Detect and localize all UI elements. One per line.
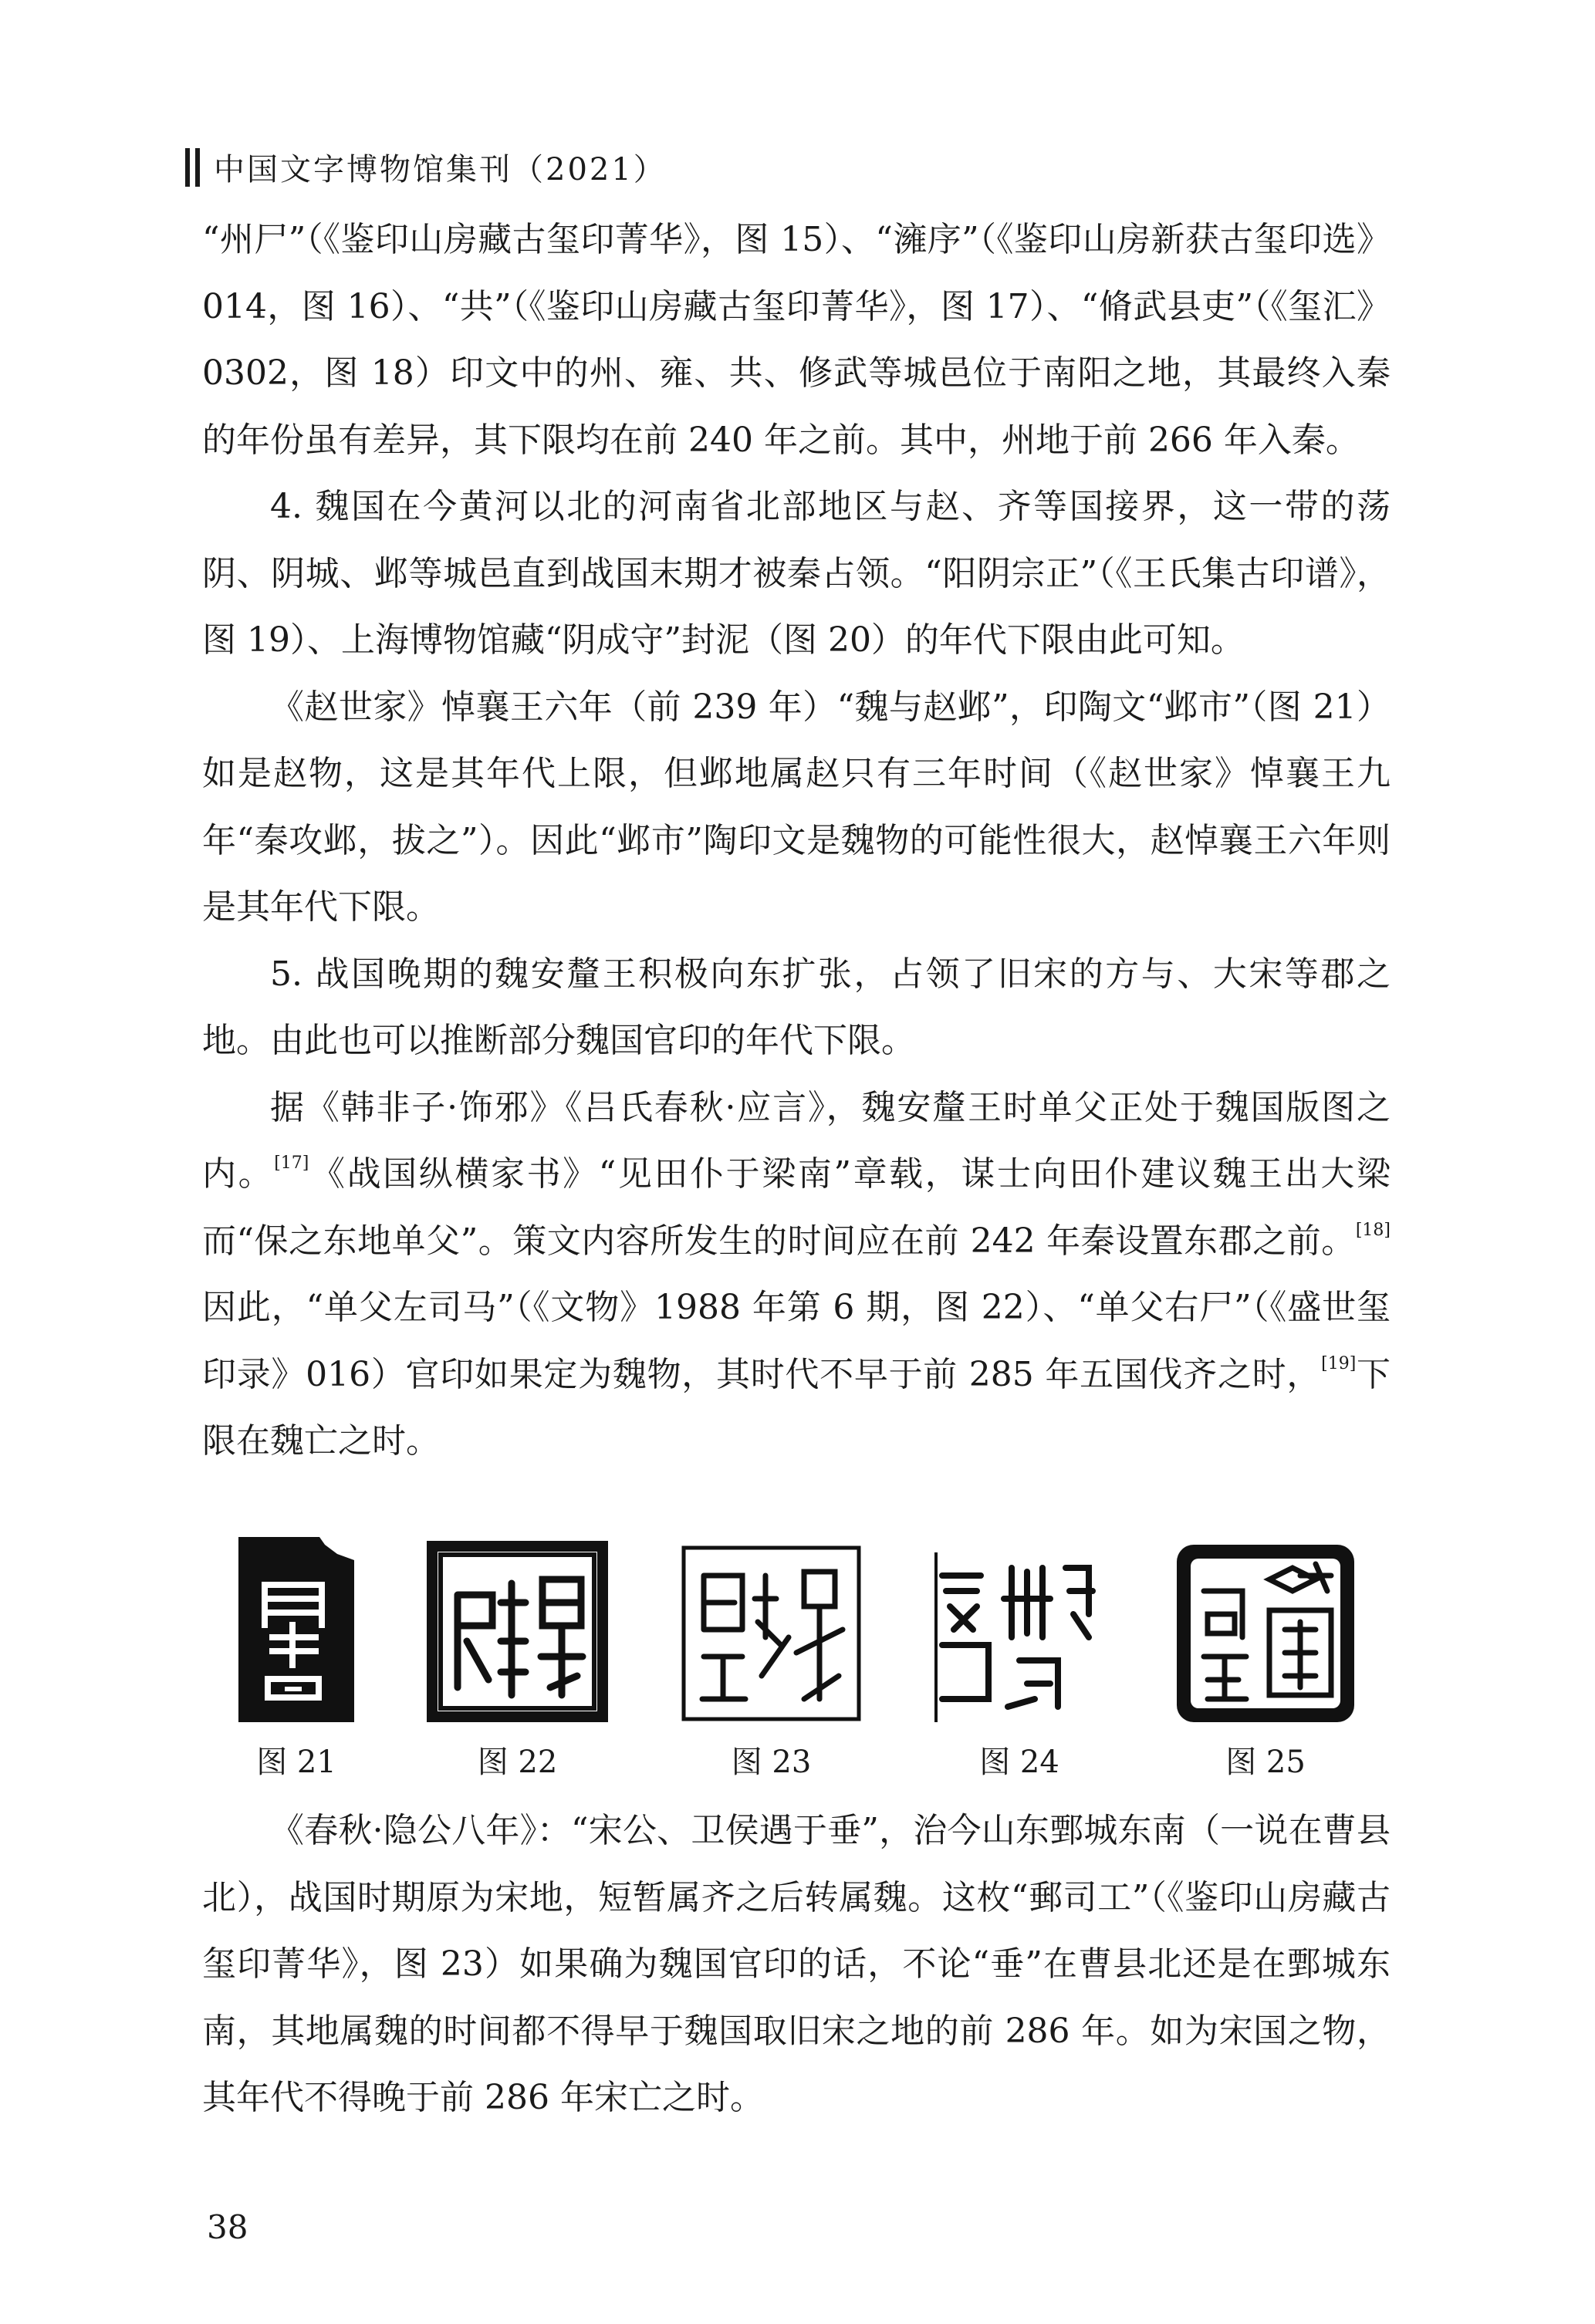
- footnote-ref[interactable]: [17]: [274, 1154, 309, 1173]
- figure-caption: 图 25: [1225, 1745, 1306, 1780]
- seal-image-23: [681, 1545, 862, 1722]
- footnote-ref[interactable]: [18]: [1355, 1220, 1391, 1240]
- figure-24: [934, 1552, 1104, 1782]
- running-header: [185, 145, 667, 189]
- seal-image-24: [934, 1552, 1104, 1722]
- figure-caption: 图 21: [256, 1745, 336, 1780]
- footnote-ref[interactable]: [19]: [1321, 1353, 1357, 1373]
- figure-22: [427, 1541, 608, 1782]
- figure-caption: 图 23: [731, 1745, 812, 1780]
- page-number: 38: [207, 2208, 248, 2246]
- paragraph: 4. 魏国在今黄河以北的河南省北部地区与赵、齐等国接界，这一带的荡阴、阴城、邺等城邑直到战国末期才被秦占领。“阳阴宗正”（《王氏集古印谱》，图 19）、上海博物馆藏“阴成守”封泥（图 20）的年代下限由此可知。: [202, 487, 1391, 660]
- text-run: 下限在魏亡之时。: [202, 1354, 1391, 1461]
- figure-25: [1177, 1545, 1354, 1782]
- paragraph: 《赵世家》悼襄王六年（前 239 年）“魏与赵邺”，印陶文“邺市”（图 21）如是赵物，这是其年代上限，但邺地属赵只有三年时间（《赵世家》悼襄王九年“秦攻邺，拔之”）。因此“邺市”陶印文是魏物的可能性很大，赵悼襄王六年则是其年代下限。: [202, 687, 1391, 927]
- paragraph: 《春秋·隐公八年》：“宋公、卫侯遇于垂”，治今山东鄄城东南（一说在曹县北），战国时期原为宋地，短暂属齐之后转属魏。这枚“郵司工”（《鉴印山房藏古玺印菁华》，图 23）如果确为魏国官印的话，不论“垂”在曹县北还是在鄄城东南，其地属魏的时间都不得早于魏国取旧宋之地的前 286 年。如为宋国之物，其年代不得晚于前 286 年宋亡之时。: [202, 1811, 1391, 2117]
- seal-image-22: [427, 1541, 608, 1722]
- journal-title: 中国文字博物馆集刊（2021）: [214, 152, 667, 187]
- seal-image-25: [1177, 1545, 1354, 1722]
- header-bar-icon: [185, 148, 200, 187]
- seal-figures: [202, 1537, 1391, 1782]
- paragraph-with-notes: [202, 1075, 1391, 1475]
- text-run: 《战国纵横家书》“见田仆于梁南”章载，谋士向田仆建议魏王出大梁而“保之东地单父”。策文内容所发生的时间应在前 242 年秦设置东郡之前。: [202, 1154, 1391, 1261]
- paragraph: “州⼫”（《鉴印山房藏古玺印菁华》，图 15）、“澭序”（《鉴印山房新获古玺印选》014，图 16）、“共”（《鉴印山房藏古玺印菁华》，图 17）、“脩武县吏”（《玺汇》0302，图 18）印文中的州、雍、共、修武等城邑位于南阳之地，其最终入秦的年份虽有差异，其下限均在前 240 年之前。其中，州地于前 266 年入秦。: [202, 220, 1391, 460]
- figure-23: [681, 1545, 862, 1782]
- seal-image-21: [238, 1537, 354, 1722]
- text-run: 据《韩非子·饰邪》《吕氏春秋·应言》，魏安釐王时单父正处于魏国版图之内。: [202, 1087, 1391, 1194]
- paragraph: 5. 战国晚期的魏安釐王积极向东扩张，占领了旧宋的方与、大宋等郡之地。由此也可以推断部分魏国官印的年代下限。: [202, 954, 1391, 1060]
- figure-21: [238, 1537, 354, 1782]
- body-text-lower: [202, 1798, 1391, 2132]
- figure-caption: 图 24: [979, 1745, 1059, 1780]
- figure-caption: 图 22: [477, 1745, 558, 1780]
- body-text-upper: [202, 207, 1391, 1475]
- text-run: 因此，“单父左司马”（《文物》1988 年第 6 期，图 22）、“单父右⼫”（《盛世玺印录》016）官印如果定为魏物，其时代不早于前 285 年五国伐齐之时，: [202, 1288, 1391, 1394]
